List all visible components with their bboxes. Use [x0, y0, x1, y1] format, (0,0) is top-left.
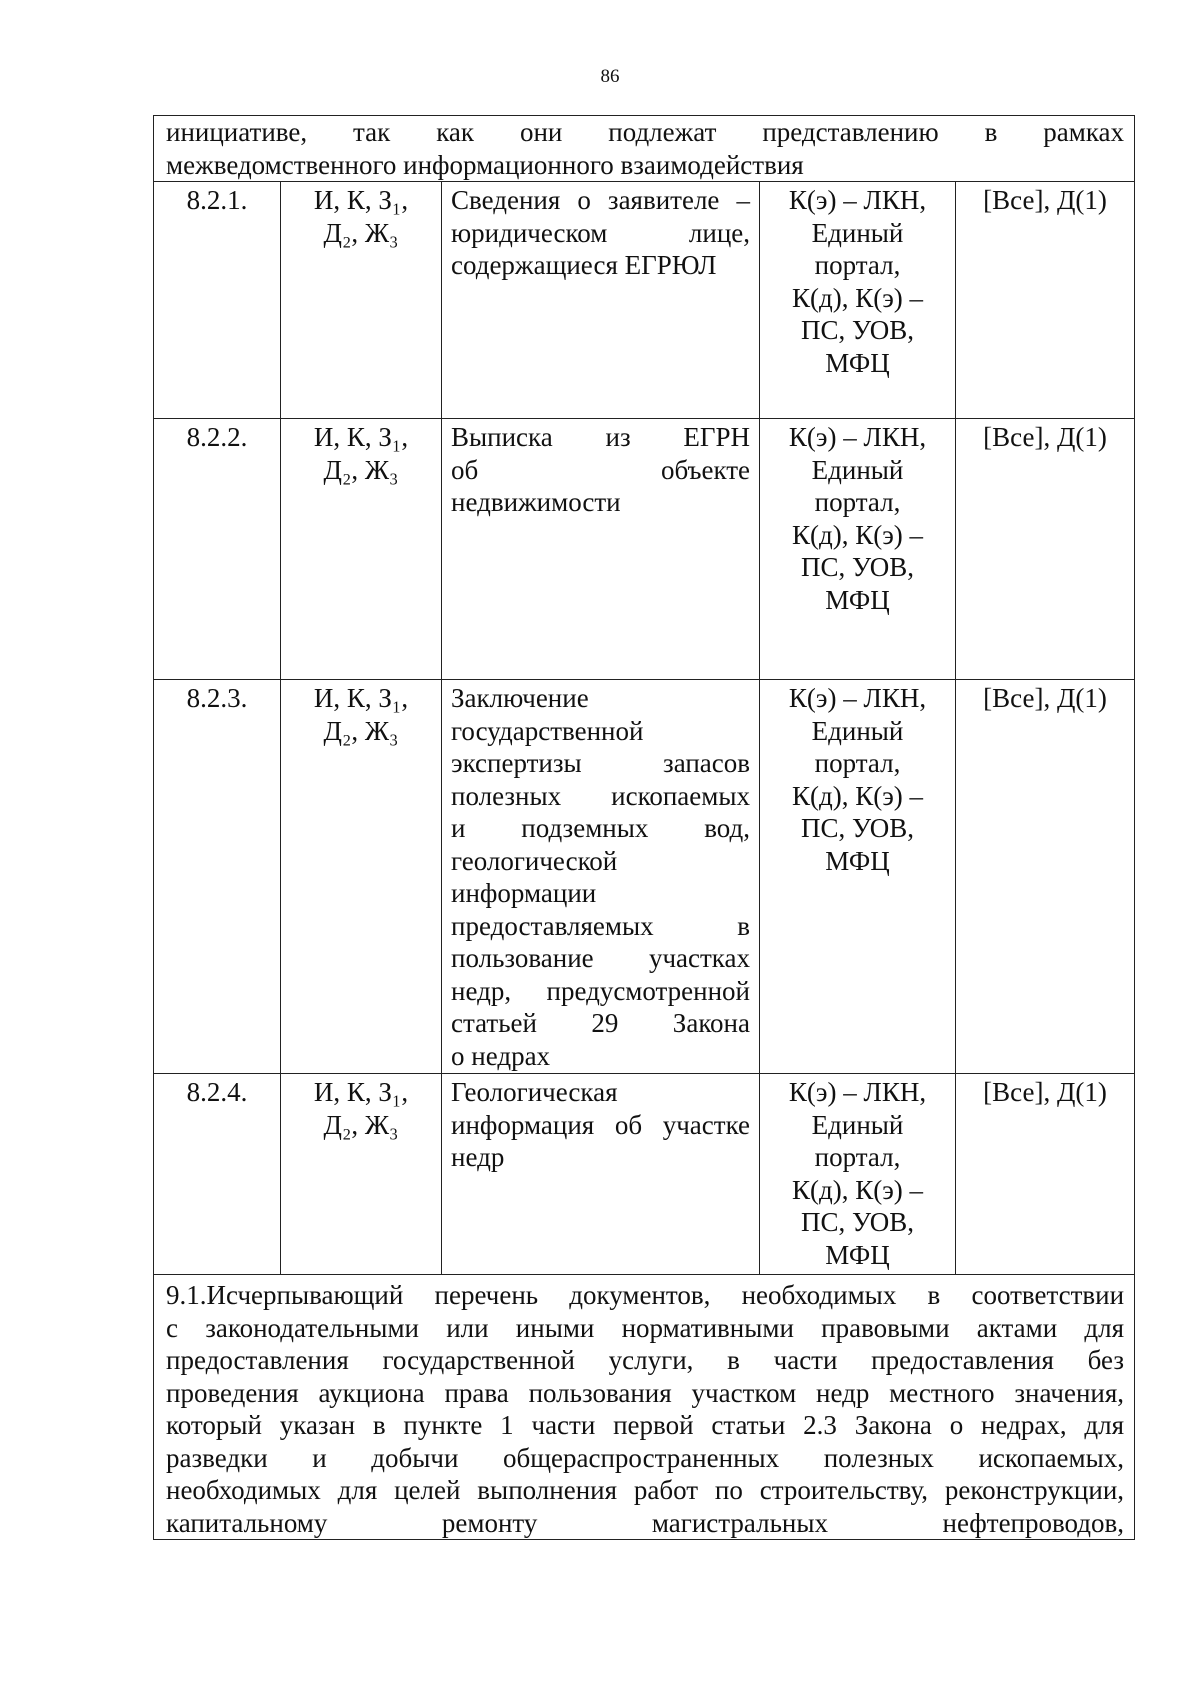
row-applicants: [Все], Д(1)	[956, 1074, 1135, 1275]
row-number: 8.2.4.	[154, 1074, 281, 1275]
row-applicants: [Все], Д(1)	[956, 419, 1135, 680]
table-row	[154, 680, 1135, 1074]
table-row	[154, 419, 1135, 680]
row-codes: И, К, З₁, Д₂, Ж₃	[281, 182, 442, 419]
row-applicants: [Все], Д(1)	[956, 182, 1135, 419]
table-row	[154, 182, 1135, 419]
row-channels: К(э) – ЛКН, Единый портал, К(д), К(э) – ПС, УОВ, МФЦ	[760, 182, 956, 419]
documents-table	[153, 115, 1135, 1540]
continuation-cell	[154, 116, 1135, 182]
row-description: Заключение государственной экспертизы запасов полезных ископаемых и подземных вод, геологической информации предоставляемых в пользование участках недр, предусмотренной статьей 29 Закона о недрах	[442, 680, 760, 1074]
section-9-1-text: 9.1.Исчерпывающий перечень документов, необходимых в соответствии с законодательными или иными нормативными правовыми актами для предоставления государственной услуги, в части предоставления без проведения аукциона права пользования участком недр местного значения, который указан в пункте 1 части первой статьи 2.3 Закона о недрах, для разведки и добычи общераспространенных полезных ископаемых, необходимых для целей выполнения работ по строительству, реконструкции, капитальному ремонту магистральных нефтепроводов,	[154, 1275, 1135, 1540]
table-row	[154, 1074, 1135, 1275]
row-number: 8.2.3.	[154, 680, 281, 1074]
row-channels: К(э) – ЛКН, Единый портал, К(д), К(э) – ПС, УОВ, МФЦ	[760, 1074, 956, 1275]
row-channels: К(э) – ЛКН, Единый портал, К(д), К(э) – ПС, УОВ, МФЦ	[760, 419, 956, 680]
row-description: Сведения о заявителе – юридическом лице, содержащиеся ЕГРЮЛ	[442, 182, 760, 419]
text-line: межведомственного информационного взаимодействия	[166, 149, 804, 180]
row-description: Геологическая информация об участке недр	[442, 1074, 760, 1275]
row-number: 8.2.2.	[154, 419, 281, 680]
page-number: 86	[600, 66, 620, 87]
row-codes: И, К, З₁, Д₂, Ж₃	[281, 1074, 442, 1275]
row-codes: И, К, З₁, Д₂, Ж₃	[281, 419, 442, 680]
text-line: инициативе, так как они подлежат представлению в рамках	[166, 117, 1125, 147]
continuation-row	[154, 116, 1135, 182]
row-channels: К(э) – ЛКН, Единый портал, К(д), К(э) – ПС, УОВ, МФЦ	[760, 680, 956, 1074]
section-9-1-row	[154, 1275, 1135, 1540]
row-codes: И, К, З₁, Д₂, Ж₃	[281, 680, 442, 1074]
row-number: 8.2.1.	[154, 182, 281, 419]
row-applicants: [Все], Д(1)	[956, 680, 1135, 1074]
row-description: Выписка из ЕГРН об объекте недвижимости	[442, 419, 760, 680]
